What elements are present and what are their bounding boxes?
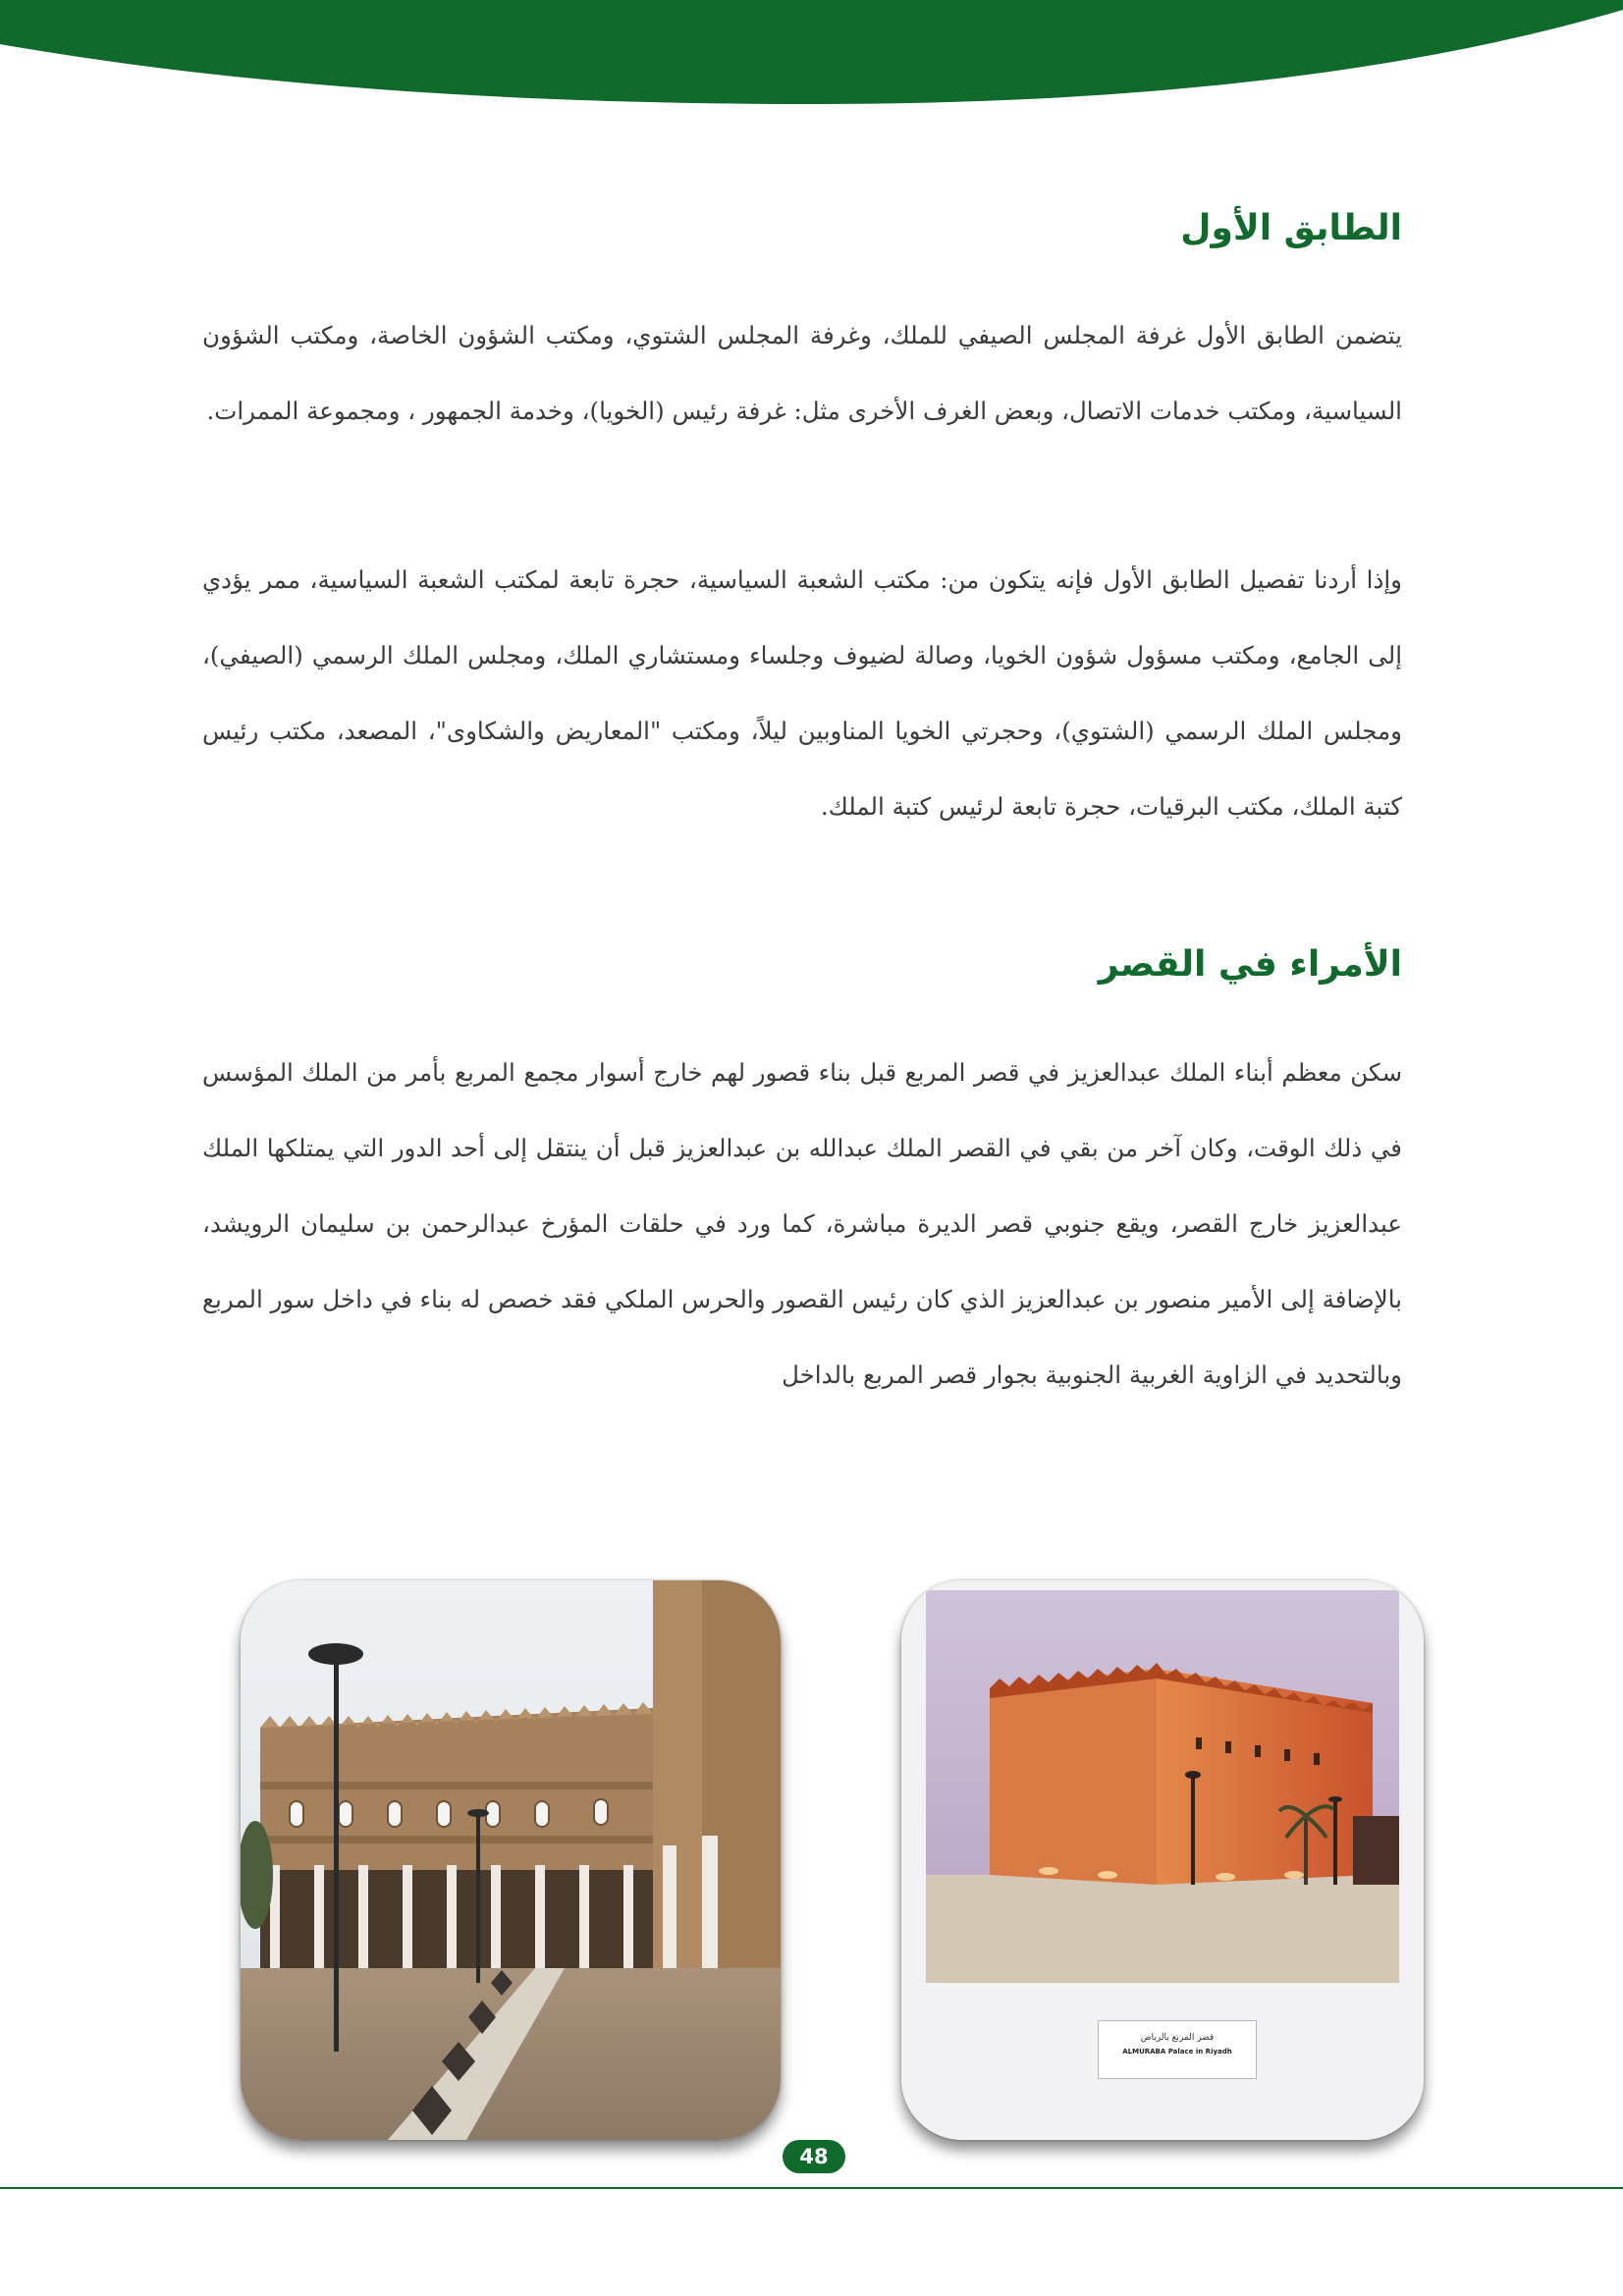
paragraph-first-floor-details: وإذا أردنا تفصيل الطابق الأول فإنه يتكون من: مكتب الشعبة السياسية، حجرة تابعة لمكتب الشعبة السياسية، ممر يؤدي إلى الجامع، ومكتب مسؤول شؤون الخويا، وصالة لضيوف وجلساء ومستشاري الملك، ومجلس الملك الرسمي (الصيفي)، ومجلس الملك الرسمي (الشتوي)، وحجرتي الخويا المناوبين ليلاً، ومكتب "المعاريض والشكاوى"، المصعد، مكتب رئيس كتبة الملك، مكتب البرقيات، حجرة تابعة لرئيس كتبة الملك. (202, 565, 1402, 821)
photo-caption-plate (1098, 2020, 1257, 2079)
section-title-princes-in-palace: الأمراء في القصر (1098, 944, 1402, 985)
footer-rule (0, 2187, 1623, 2189)
photo-caption-arabic: قصر المربع بالرياض (1140, 2033, 1215, 2043)
photo-mud-building-colonnade (241, 1580, 781, 2140)
header-arc-shape (0, 0, 1623, 108)
header-banner (0, 0, 1623, 108)
section-title-first-floor: الطابق الأول (1180, 208, 1402, 248)
paragraph-princes-in-palace: سكن معظم أبناء الملك عبدالعزيز في قصر المربع قبل بناء قصور لهم خارج أسوار مجمع المربع بأمر من الملك المؤسس في ذلك الوقت، وكان آخر من بقي في القصر الملك عبدالله بن عبدالعزيز قبل أن ينتقل إلى أحد الدور التي يمتلكها الملك عبدالعزيز خارج القصر، ويقع جنوبي قصر الديرة مباشرة، كما ورد في حلقات المؤرخ عبدالرحمن بن سليمان الرويشد، بالإضافة إلى الأمير منصور بن عبدالعزيز الذي كان رئيس القصور والحرس الملكي فقد خصص له بناء في داخل سور المربع وبالتحديد في الزاوية الغربية الجنوبية بجوار قصر المربع بالداخل (202, 1058, 1402, 1389)
paragraph-first-floor-overview: يتضمن الطابق الأول غرفة المجلس الصيفي للملك، وغرفة المجلس الشتوي، ومكتب الشؤون الخاصة، ومكتب الشؤون السياسية، ومكتب خدمات الاتصال، وبعض الغرف الأخرى مثل: غرفة رئيس (الخويا)، وخدمة الجمهور ، ومجموعة الممرات. (202, 321, 1402, 425)
photo-caption-english: ALMURABA Palace in Riyadh (1122, 2048, 1232, 2056)
mud-building-illustration (241, 1580, 781, 2140)
page-number-badge: 48 (783, 2140, 845, 2173)
photo-murabba-palace (901, 1580, 1424, 2140)
